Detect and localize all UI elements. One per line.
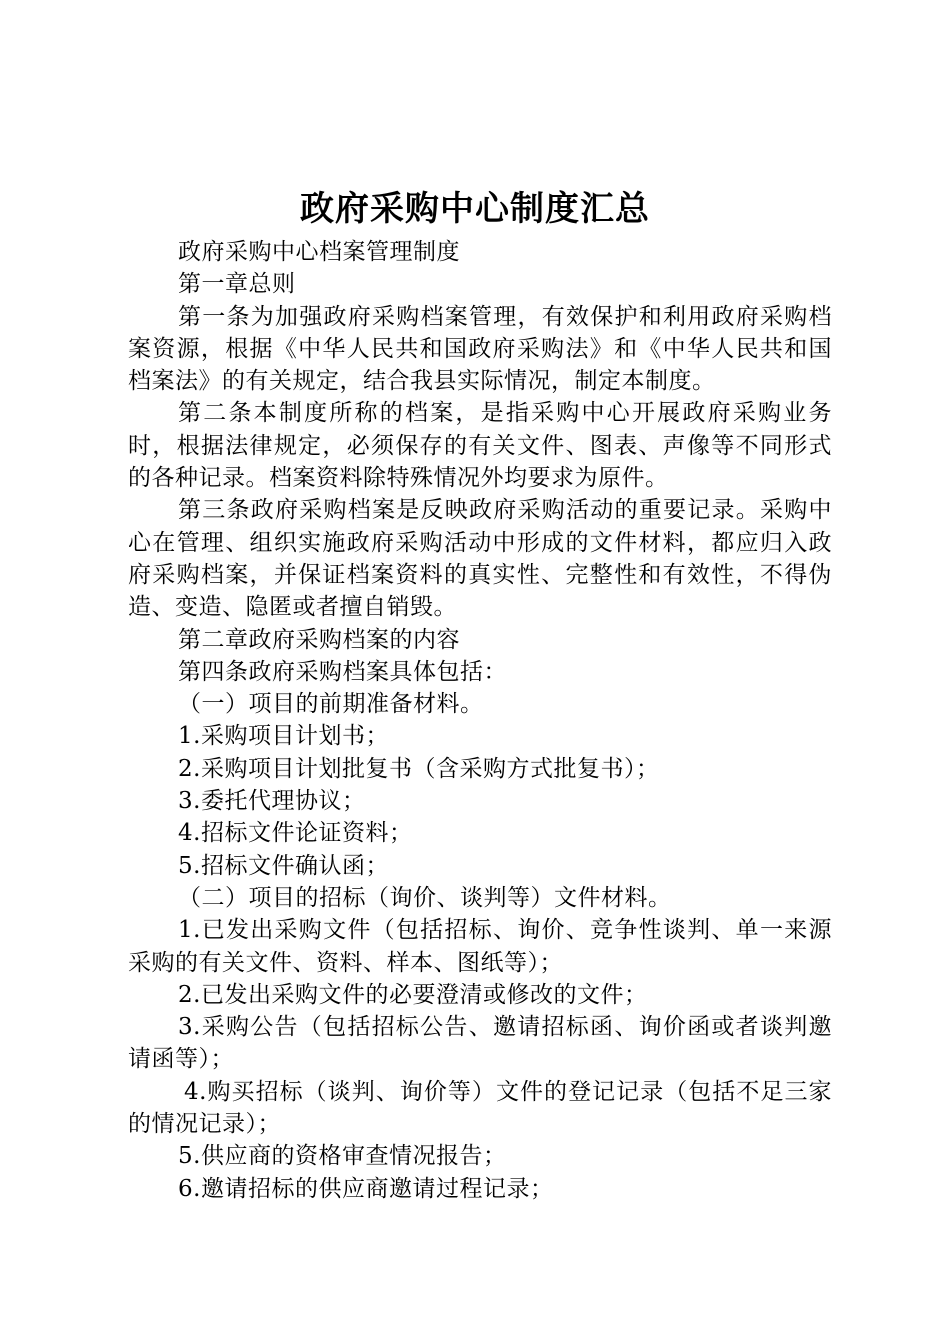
paragraph-section-2: （二）项目的招标（询价、谈判等）文件材料。 <box>178 884 672 911</box>
list-item: 2.采购项目计划批复书（含采购方式批复书）； <box>178 755 660 782</box>
paragraph-article-2: 第二条本制度所称的档案，是指采购中心开展政府采购业务时，根据法律规定，必须保存的有关文件、图表、声像等不同形式的各种记录。档案资料除特殊情况外均要求为原件。 <box>128 400 832 492</box>
list-item: 5.招标文件确认函； <box>178 852 389 879</box>
list-item: 5.供应商的资格审查情况报告； <box>178 1143 507 1170</box>
list-item: 4.购买招标（谈判、询价等）文件的登记记录（包括不足三家的情况记录）； <box>128 1078 832 1138</box>
document-title: 政府采购中心制度汇总 <box>300 189 650 229</box>
document-body <box>128 236 832 1205</box>
paragraph-article-4: 第四条政府采购档案具体包括： <box>178 658 507 685</box>
list-item: 4.招标文件论证资料； <box>178 820 413 847</box>
paragraph-article-3: 第三条政府采购档案是反映政府采购活动的重要记录。采购中心在管理、组织实施政府采购活动中形成的文件材料，都应归入政府采购档案，并保证档案资料的真实性、完整性和有效性，不得伪造、变造、隐匿或者擅自销毁。 <box>128 497 832 621</box>
list-item: 2.已发出采购文件的必要澄清或修改的文件； <box>178 981 648 1008</box>
paragraph-section-1: （一）项目的前期准备材料。 <box>178 691 484 718</box>
paragraph-chapter-1: 第一章总则 <box>178 271 296 298</box>
paragraph-article-1: 第一条为加强政府采购档案管理，有效保护和利用政府采购档案资源，根据《中华人民共和国政府采购法》和《中华人民共和国档案法》的有关规定，结合我县实际情况，制定本制度。 <box>128 303 832 395</box>
paragraph-subtitle: 政府采购中心档案管理制度 <box>178 239 460 265</box>
list-item: 3.采购公告（包括招标公告、邀请招标函、询价函或者谈判邀请函等）； <box>128 1014 832 1073</box>
list-item: 3.委托代理协议； <box>178 788 366 815</box>
list-item: 1.采购项目计划书； <box>178 723 389 750</box>
list-item: 6.邀请招标的供应商邀请过程记录； <box>178 1175 554 1202</box>
paragraph-chapter-2: 第二章政府采购档案的内容 <box>178 626 460 653</box>
list-item: 1.已发出采购文件（包括招标、询价、竞争性谈判、单一来源采购的有关文件、资料、样本、图纸等）； <box>128 917 832 976</box>
